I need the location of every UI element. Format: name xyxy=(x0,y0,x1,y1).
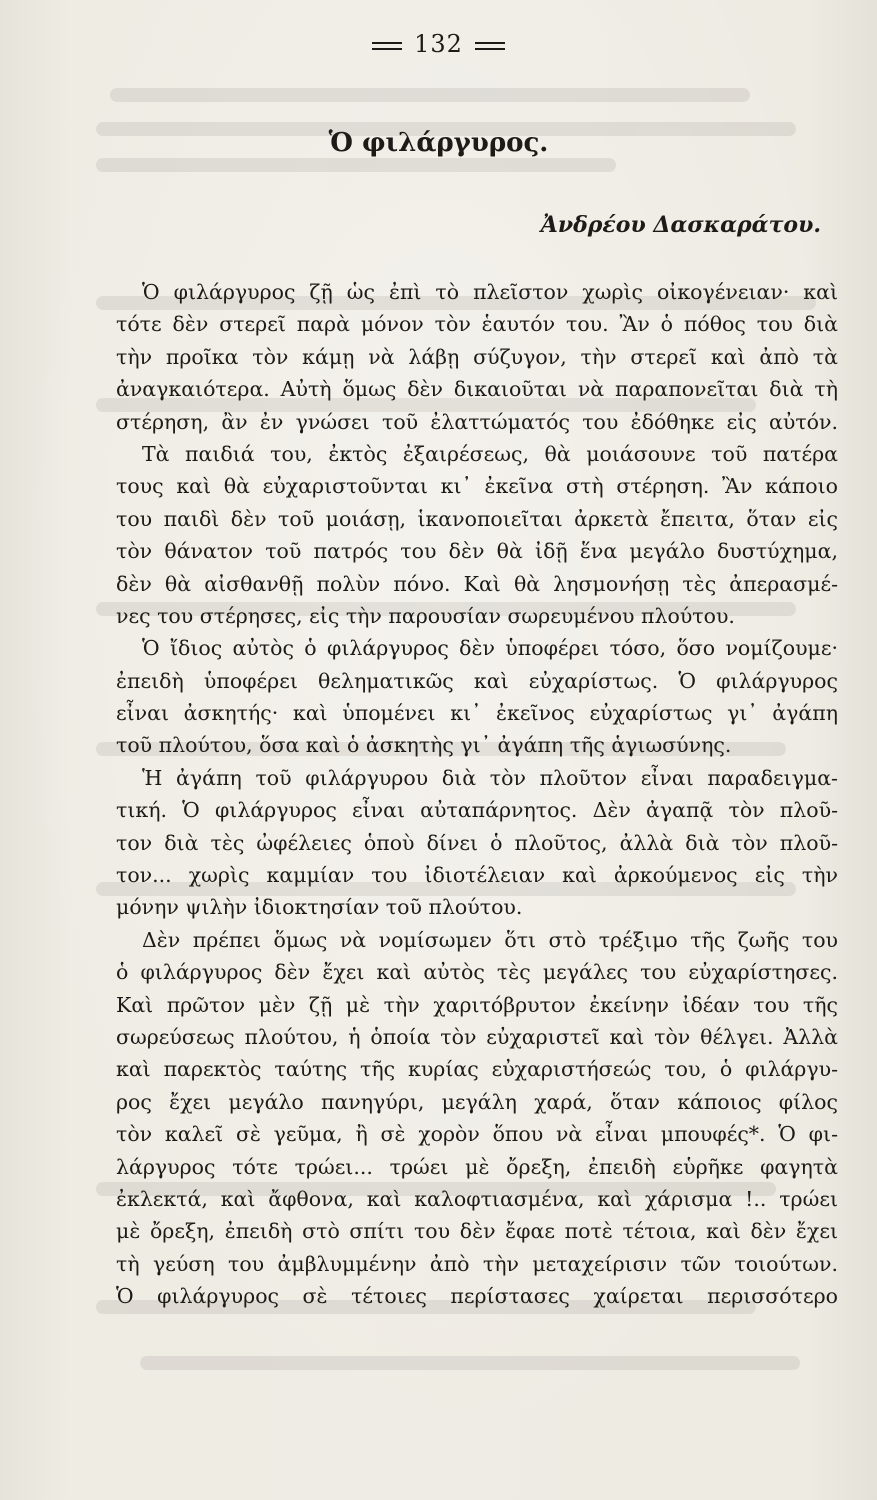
text-line: τὴ γεύση του ἀμβλυμμένην ἀπὸ τὴν μεταχείρισιν τῶν τοιούτων. xyxy=(116,1251,838,1276)
text-line: Ὁ φιλάργυρος ζῇ ὡς ἐπὶ τὸ πλεῖστον χωρὶς οἰκογένειαν· καὶ xyxy=(142,280,838,304)
page-number-right-rule xyxy=(475,42,505,50)
text-line: Καὶ πρῶτον μὲν ζῇ μὲ τὴν χαριτόβρυτον ἐκείνην ἰδέαν του τῆς xyxy=(116,992,838,1017)
text-line: ἐκλεκτά, καὶ ἄφθονα, καὶ καλοφτιασμένα, καὶ χάρισμα !.. τρώει xyxy=(116,1186,838,1211)
text-line: Τὰ παιδιά του, ἐκτὸς ἐξαιρέσεως, θὰ μοιάσουνε τοῦ πατέρα xyxy=(142,441,838,466)
text-line: Ἡ ἀγάπη τοῦ φιλάργυρου διὰ τὸν πλοῦτον εἶναι παραδειγμα- xyxy=(142,765,838,790)
text-line: τὸν καλεῖ σὲ γεῦμα, ἢ σὲ χορὸν ὅπου νὰ εἶναι μπουφές*. Ὁ φι- xyxy=(116,1122,838,1147)
text-line: ρος ἔχει μεγάλο πανηγύρι, μεγάλη χαρά, ὅταν κάποιος φίλος xyxy=(116,1089,838,1114)
author-name: Ἀνδρέου Δασκαράτου. xyxy=(540,212,821,238)
text-line: του παιδὶ δὲν τοῦ μοιάσῃ, ἱκανοποιεῖται ἀρκετὰ ἔπειτα, ὅταν εἰς xyxy=(116,506,838,531)
text-line: τὴν προῖκα τὸν κάμῃ νὰ λάβῃ σύζυγον, τὴν στερεῖ καὶ ἀπὸ τὰ xyxy=(116,344,838,369)
text-line: τότε δὲν στερεῖ παρὰ μόνον τὸν ἑαυτόν του. Ἂν ὁ πόθος του διὰ xyxy=(116,312,838,337)
text-line: λάργυρος τότε τρώει... τρώει μὲ ὄρεξη, ἐπειδὴ εὑρῆκε φαγητὰ xyxy=(116,1154,838,1179)
chapter-title: Ὁ φιλάργυρος. xyxy=(328,128,549,158)
page-number xyxy=(0,30,877,58)
text-line: Ὁ ἴδιος αὐτὸς ὁ φιλάργυρος δὲν ὑποφέρει τόσο, ὅσο νομίζουμε· xyxy=(142,636,838,661)
text-line: ἀναγκαιότερα. Αὐτὴ ὅμως δὲν δικαιοῦται νὰ παραπονεῖται διὰ τὴ xyxy=(116,377,838,402)
text-line: τὸν θάνατον τοῦ πατρός του δὲν θὰ ἰδῇ ἕνα μεγάλο δυστύχημα, xyxy=(116,539,838,564)
text-line: εἶναι ἀσκητής· καὶ ὑπομένει κι᾽ ἐκεῖνος εὐχαρίστως γι᾽ ἀγάπη xyxy=(116,701,838,726)
text-line: τους καὶ θὰ εὐχαριστοῦνται κι᾽ ἐκεῖνα στὴ στέρηση. Ἂν κάποιο xyxy=(116,474,838,499)
text-line: δὲν θὰ αἰσθανθῇ πολὺν πόνο. Καὶ θὰ λησμονήσῃ τὲς ἀπερασμέ- xyxy=(116,571,838,596)
text-line: μόνην ψιλὴν ἰδιοκτησίαν τοῦ πλούτου. xyxy=(116,895,523,920)
text-line: σωρεύσεως πλούτου, ἡ ὁποία τὸν εὐχαριστεῖ καὶ τὸν θέλγει. Ἀλλὰ xyxy=(116,1024,838,1049)
text-line: μὲ ὄρεξη, ἐπειδὴ στὸ σπίτι του δὲν ἔφαε ποτὲ τέτοια, καὶ δὲν ἔχει xyxy=(116,1219,838,1244)
page-number-value: 132 xyxy=(414,30,463,58)
text-line: τική. Ὁ φιλάργυρος εἶναι αὐταπάρνητος. Δὲν ἀγαπᾷ τὸν πλοῦ- xyxy=(116,798,838,823)
body-text xyxy=(116,276,838,1313)
text-line: στέρηση, ἂν ἐν γνώσει τοῦ ἐλαττώματός του ἐδόθηκε εἰς αὐτόν. xyxy=(116,409,838,434)
text-line: νες του στέρησες, εἰς τὴν παρουσίαν σωρευμένου πλούτου. xyxy=(116,603,735,628)
text-line: ὁ φιλάργυρος δὲν ἔχει καὶ αὐτὸς τὲς μεγάλες του εὐχαρίστησες. xyxy=(116,960,838,985)
text-line: καὶ παρεκτὸς ταύτης τῆς κυρίας εὐχαριστήσεώς του, ὁ φιλάργυ- xyxy=(116,1057,838,1082)
text-line: τοῦ πλούτου, ὅσα καὶ ὁ ἀσκητὴς γι᾽ ἀγάπη τῆς ἁγιωσύνης. xyxy=(116,733,732,758)
text-line: Ὁ φιλάργυρος σὲ τέτοιες περίστασες χαίρεται περισσότερο xyxy=(116,1284,838,1309)
text-line: τον... χωρὶς καμμίαν του ἰδιοτέλειαν καὶ ἀρκούμενος εἰς τὴν xyxy=(116,863,838,888)
text-line: ἐπειδὴ ὑποφέρει θεληματικῶς καὶ εὐχαρίστως. Ὁ φιλάργυρος xyxy=(116,668,838,693)
text-line: Δὲν πρέπει ὅμως νὰ νομίσωμεν ὅτι στὸ τρέξιμο τῆς ζωῆς του xyxy=(142,927,838,952)
text-line: τον διὰ τὲς ὠφέλειες ὁποὺ δίνει ὁ πλοῦτος, ἀλλὰ διὰ τὸν πλοῦ- xyxy=(116,830,838,855)
page-number-left-rule xyxy=(372,42,402,50)
